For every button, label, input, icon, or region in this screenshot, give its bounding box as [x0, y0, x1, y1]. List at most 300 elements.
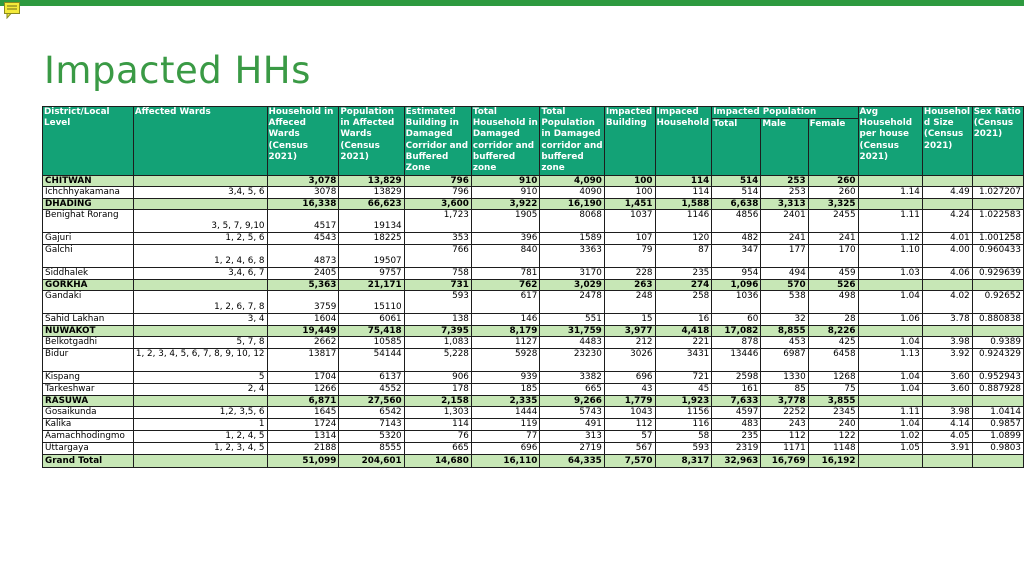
- cell-impacted-total: 6,638: [712, 199, 761, 210]
- cell-total-household: 8,179: [471, 326, 539, 337]
- cell-impacted-male: 85: [761, 384, 808, 396]
- cell-estimated-building: 731: [404, 280, 471, 291]
- cell-affected-wards: 3, 4: [133, 314, 267, 326]
- cell-impacted-female: 2455: [808, 210, 858, 233]
- local-level-row: [43, 431, 1024, 443]
- cell-impacted-household: 258: [655, 291, 712, 314]
- cell-household: 4543: [267, 233, 339, 245]
- cell-avg-household: [858, 396, 922, 407]
- cell-affected-wards: [133, 280, 267, 291]
- cell-avg-household: [858, 280, 922, 291]
- cell-total-household: 146: [471, 314, 539, 326]
- cell-impacted-female: 75: [808, 384, 858, 396]
- cell-estimated-building: 76: [404, 431, 471, 443]
- cell-impacted-household: 58: [655, 431, 712, 443]
- cell-affected-wards: 3,4, 6, 7: [133, 268, 267, 280]
- cell-estimated-building: 766: [404, 245, 471, 268]
- cell-estimated-building: 5,228: [404, 349, 471, 372]
- cell-impacted-building: 43: [604, 384, 655, 396]
- cell-estimated-building: 593: [404, 291, 471, 314]
- cell-sex-ratio: [972, 199, 1023, 210]
- cell-affected-wards: 2, 4: [133, 384, 267, 396]
- cell-affected-wards: 1, 2, 3, 4, 5, 6, 7, 8, 9, 10, 12: [133, 349, 267, 372]
- cell-impacted-household: 221: [655, 337, 712, 349]
- cell-total-population: 5743: [540, 407, 604, 419]
- cell-affected-wards: [133, 455, 267, 468]
- cell-impacted-male: 2252: [761, 407, 808, 419]
- district-row: [43, 280, 1024, 291]
- cell-household-size: [922, 326, 972, 337]
- cell-impacted-household: 45: [655, 384, 712, 396]
- cell-impacted-total: 32,963: [712, 455, 761, 468]
- cell-impacted-female: 498: [808, 291, 858, 314]
- header-sex-ratio: Sex Ratio (Census 2021): [972, 107, 1023, 176]
- header-female: Female: [808, 119, 858, 176]
- cell-impacted-household: 3431: [655, 349, 712, 372]
- cell-sex-ratio: 1.027207: [972, 187, 1023, 199]
- cell-sex-ratio: [972, 176, 1023, 187]
- cell-household: 3759: [267, 291, 339, 314]
- cell-affected-wards: [133, 176, 267, 187]
- cell-sex-ratio: [972, 396, 1023, 407]
- table-body: [43, 176, 1024, 468]
- header-total-household-corridor: Total Household in Damaged corridor and buffered zone: [471, 107, 539, 176]
- cell-impacted-male: 177: [761, 245, 808, 268]
- cell-household-size: [922, 176, 972, 187]
- cell-total-population: 64,335: [540, 455, 604, 468]
- cell-household: 1604: [267, 314, 339, 326]
- cell-avg-household: 1.14: [858, 187, 922, 199]
- cell-estimated-building: 353: [404, 233, 471, 245]
- cell-impacted-household: 16: [655, 314, 712, 326]
- cell-population: 66,623: [339, 199, 404, 210]
- header-household-size: Househol d Size (Census 2021): [922, 107, 972, 176]
- header-affected-wards: Affected Wards: [133, 107, 267, 176]
- cell-affected-wards: [133, 396, 267, 407]
- cell-affected-wards: 1, 2, 5, 6: [133, 233, 267, 245]
- cell-affected-wards: [133, 326, 267, 337]
- cell-estimated-building: 7,395: [404, 326, 471, 337]
- cell-impacted-female: 3,325: [808, 199, 858, 210]
- cell-name: CHITWAN: [43, 176, 134, 187]
- cell-affected-wards: 5: [133, 372, 267, 384]
- cell-household: 16,338: [267, 199, 339, 210]
- cell-total-population: 2478: [540, 291, 604, 314]
- cell-sex-ratio: 1.001258: [972, 233, 1023, 245]
- cell-affected-wards: 3,4, 5, 6: [133, 187, 267, 199]
- cell-impacted-male: 32: [761, 314, 808, 326]
- cell-household-size: 4.01: [922, 233, 972, 245]
- header-estimated-building: Estimated Building in Damaged Corridor and Buffered Zone: [404, 107, 471, 176]
- cell-population: 6061: [339, 314, 404, 326]
- cell-household: 3,078: [267, 176, 339, 187]
- header-impacted-population: Impacted Population: [712, 107, 858, 119]
- cell-sex-ratio: 0.887928: [972, 384, 1023, 396]
- cell-total-household: 5928: [471, 349, 539, 372]
- cell-sex-ratio: 0.924329: [972, 349, 1023, 372]
- cell-household: 3078: [267, 187, 339, 199]
- cell-total-population: 1589: [540, 233, 604, 245]
- cell-total-population: 4483: [540, 337, 604, 349]
- cell-estimated-building: 1,083: [404, 337, 471, 349]
- cell-household-size: [922, 199, 972, 210]
- comment-note-icon[interactable]: [4, 2, 20, 19]
- cell-population: 19507: [339, 245, 404, 268]
- cell-population: 6137: [339, 372, 404, 384]
- cell-impacted-male: 3,778: [761, 396, 808, 407]
- cell-avg-household: 1.04: [858, 337, 922, 349]
- cell-affected-wards: 5, 7, 8: [133, 337, 267, 349]
- cell-household: 4873: [267, 245, 339, 268]
- cell-total-population: 313: [540, 431, 604, 443]
- cell-affected-wards: 1,2, 3,5, 6: [133, 407, 267, 419]
- cell-sex-ratio: 0.880838: [972, 314, 1023, 326]
- cell-household-size: 3.91: [922, 443, 972, 455]
- local-level-row: [43, 210, 1024, 233]
- cell-estimated-building: 796: [404, 176, 471, 187]
- cell-impacted-total: 235: [712, 431, 761, 443]
- cell-estimated-building: 2,158: [404, 396, 471, 407]
- cell-total-population: 491: [540, 419, 604, 431]
- local-level-row: [43, 384, 1024, 396]
- cell-impacted-household: 593: [655, 443, 712, 455]
- cell-total-population: 31,759: [540, 326, 604, 337]
- cell-population: 4552: [339, 384, 404, 396]
- local-level-row: [43, 187, 1024, 199]
- cell-impacted-total: 878: [712, 337, 761, 349]
- cell-name: RASUWA: [43, 396, 134, 407]
- cell-avg-household: [858, 176, 922, 187]
- cell-household: 5,363: [267, 280, 339, 291]
- cell-impacted-male: 2401: [761, 210, 808, 233]
- cell-estimated-building: 178: [404, 384, 471, 396]
- cell-name: Kispang: [43, 372, 134, 384]
- cell-total-population: 4,090: [540, 176, 604, 187]
- cell-population: 54144: [339, 349, 404, 372]
- cell-total-household: 3,922: [471, 199, 539, 210]
- cell-avg-household: 1.11: [858, 210, 922, 233]
- cell-impacted-building: 3,977: [604, 326, 655, 337]
- cell-impacted-female: 260: [808, 187, 858, 199]
- cell-total-household: 762: [471, 280, 539, 291]
- cell-affected-wards: 3, 5, 7, 9,10: [133, 210, 267, 233]
- cell-impacted-female: 16,192: [808, 455, 858, 468]
- cell-population: 8555: [339, 443, 404, 455]
- cell-estimated-building: 3,600: [404, 199, 471, 210]
- cell-estimated-building: 758: [404, 268, 471, 280]
- cell-impacted-household: 274: [655, 280, 712, 291]
- cell-impacted-male: 243: [761, 419, 808, 431]
- cell-impacted-total: 954: [712, 268, 761, 280]
- cell-avg-household: 1.04: [858, 372, 922, 384]
- cell-household-size: 3.60: [922, 384, 972, 396]
- cell-avg-household: 1.10: [858, 245, 922, 268]
- cell-impacted-male: 3,313: [761, 199, 808, 210]
- cell-name: Aamachhodingmo: [43, 431, 134, 443]
- cell-avg-household: 1.04: [858, 419, 922, 431]
- cell-impacted-building: 3026: [604, 349, 655, 372]
- cell-sex-ratio: 1.0899: [972, 431, 1023, 443]
- cell-impacted-building: 567: [604, 443, 655, 455]
- cell-impacted-female: 8,226: [808, 326, 858, 337]
- cell-avg-household: 1.03: [858, 268, 922, 280]
- local-level-row: [43, 337, 1024, 349]
- cell-household: 2405: [267, 268, 339, 280]
- cell-impacted-female: 6458: [808, 349, 858, 372]
- cell-estimated-building: 796: [404, 187, 471, 199]
- cell-total-household: 2,335: [471, 396, 539, 407]
- cell-avg-household: 1.11: [858, 407, 922, 419]
- cell-impacted-female: 241: [808, 233, 858, 245]
- cell-impacted-female: 122: [808, 431, 858, 443]
- cell-impacted-building: 248: [604, 291, 655, 314]
- cell-avg-household: 1.06: [858, 314, 922, 326]
- cell-impacted-household: 1,588: [655, 199, 712, 210]
- cell-sex-ratio: 0.9803: [972, 443, 1023, 455]
- cell-household-size: 3.78: [922, 314, 972, 326]
- cell-name: NUWAKOT: [43, 326, 134, 337]
- cell-impacted-building: 696: [604, 372, 655, 384]
- cell-name: Gandaki: [43, 291, 134, 314]
- local-level-row: [43, 233, 1024, 245]
- cell-impacted-household: 120: [655, 233, 712, 245]
- cell-household: 51,099: [267, 455, 339, 468]
- cell-impacted-building: 263: [604, 280, 655, 291]
- cell-impacted-male: 253: [761, 176, 808, 187]
- header-district: District/Local Level: [43, 107, 134, 176]
- cell-population: 13829: [339, 187, 404, 199]
- cell-impacted-total: 347: [712, 245, 761, 268]
- cell-impacted-female: 425: [808, 337, 858, 349]
- cell-sex-ratio: 0.92652: [972, 291, 1023, 314]
- cell-name: Sahid Lakhan: [43, 314, 134, 326]
- cell-impacted-total: 1,096: [712, 280, 761, 291]
- cell-affected-wards: 1, 2, 6, 7, 8: [133, 291, 267, 314]
- cell-total-household: 16,110: [471, 455, 539, 468]
- cell-household: 13817: [267, 349, 339, 372]
- cell-impacted-household: 1,923: [655, 396, 712, 407]
- district-row: [43, 176, 1024, 187]
- cell-impacted-building: 79: [604, 245, 655, 268]
- cell-name: Gosaikunda: [43, 407, 134, 419]
- cell-population: 21,171: [339, 280, 404, 291]
- district-row: [43, 396, 1024, 407]
- cell-household-size: 4.49: [922, 187, 972, 199]
- cell-household-size: 3.92: [922, 349, 972, 372]
- local-level-row: [43, 314, 1024, 326]
- slide-title: Impacted HHs: [44, 49, 311, 92]
- cell-population: 10585: [339, 337, 404, 349]
- cell-total-household: 840: [471, 245, 539, 268]
- cell-impacted-female: 2345: [808, 407, 858, 419]
- cell-name: Kalika: [43, 419, 134, 431]
- cell-sex-ratio: 0.9389: [972, 337, 1023, 349]
- cell-estimated-building: 665: [404, 443, 471, 455]
- cell-population: 6542: [339, 407, 404, 419]
- cell-avg-household: [858, 199, 922, 210]
- cell-name: GORKHA: [43, 280, 134, 291]
- cell-impacted-household: 1146: [655, 210, 712, 233]
- cell-avg-household: 1.04: [858, 291, 922, 314]
- cell-impacted-male: 241: [761, 233, 808, 245]
- header-male: Male: [761, 119, 808, 176]
- cell-population: 7143: [339, 419, 404, 431]
- cell-household-size: 4.06: [922, 268, 972, 280]
- cell-household: 6,871: [267, 396, 339, 407]
- grand-total-row: [43, 455, 1024, 468]
- cell-sex-ratio: [972, 326, 1023, 337]
- cell-name: Uttargaya: [43, 443, 134, 455]
- cell-impacted-household: 4,418: [655, 326, 712, 337]
- cell-estimated-building: 14,680: [404, 455, 471, 468]
- cell-total-population: 9,266: [540, 396, 604, 407]
- cell-population: 9757: [339, 268, 404, 280]
- cell-impacted-total: 7,633: [712, 396, 761, 407]
- cell-total-household: 1444: [471, 407, 539, 419]
- cell-population: 15110: [339, 291, 404, 314]
- cell-impacted-household: 87: [655, 245, 712, 268]
- cell-total-household: 617: [471, 291, 539, 314]
- local-level-row: [43, 443, 1024, 455]
- cell-avg-household: [858, 326, 922, 337]
- cell-name: Grand Total: [43, 455, 134, 468]
- district-row: [43, 199, 1024, 210]
- cell-household-size: 4.02: [922, 291, 972, 314]
- cell-impacted-total: 4597: [712, 407, 761, 419]
- local-level-row: [43, 291, 1024, 314]
- cell-impacted-female: 1268: [808, 372, 858, 384]
- cell-household: 2188: [267, 443, 339, 455]
- cell-name: Tarkeshwar: [43, 384, 134, 396]
- cell-impacted-male: 8,855: [761, 326, 808, 337]
- cell-impacted-building: 1,451: [604, 199, 655, 210]
- cell-name: Galchi: [43, 245, 134, 268]
- cell-household: 1645: [267, 407, 339, 419]
- cell-name: Siddhalek: [43, 268, 134, 280]
- cell-household: 1704: [267, 372, 339, 384]
- cell-affected-wards: 1, 2, 4, 5: [133, 431, 267, 443]
- cell-sex-ratio: 0.952943: [972, 372, 1023, 384]
- cell-name: Ichchhyakamana: [43, 187, 134, 199]
- cell-impacted-building: 57: [604, 431, 655, 443]
- cell-impacted-total: 2598: [712, 372, 761, 384]
- header-impacted-household: Impaced Household: [655, 107, 712, 176]
- header-total-population-corridor: Total Population in Damaged corridor and buffered zone: [540, 107, 604, 176]
- cell-household: 1314: [267, 431, 339, 443]
- cell-impacted-total: 514: [712, 187, 761, 199]
- cell-estimated-building: 138: [404, 314, 471, 326]
- cell-household: 1266: [267, 384, 339, 396]
- local-level-row: [43, 372, 1024, 384]
- cell-total-population: 3170: [540, 268, 604, 280]
- cell-total-population: 4090: [540, 187, 604, 199]
- cell-impacted-building: 1043: [604, 407, 655, 419]
- cell-impacted-total: 482: [712, 233, 761, 245]
- header-impacted-building: Impacted Building: [604, 107, 655, 176]
- cell-avg-household: 1.05: [858, 443, 922, 455]
- cell-impacted-male: 1171: [761, 443, 808, 455]
- cell-total-household: 1905: [471, 210, 539, 233]
- cell-affected-wards: 1: [133, 419, 267, 431]
- cell-total-population: 8068: [540, 210, 604, 233]
- cell-household: 2662: [267, 337, 339, 349]
- cell-estimated-building: 1,723: [404, 210, 471, 233]
- cell-impacted-female: 459: [808, 268, 858, 280]
- local-level-row: [43, 419, 1024, 431]
- cell-total-household: 781: [471, 268, 539, 280]
- cell-household: 1724: [267, 419, 339, 431]
- cell-impacted-male: 494: [761, 268, 808, 280]
- cell-impacted-male: 538: [761, 291, 808, 314]
- cell-affected-wards: 1, 2, 3, 4, 5: [133, 443, 267, 455]
- cell-estimated-building: 114: [404, 419, 471, 431]
- local-level-row: [43, 268, 1024, 280]
- cell-total-household: 910: [471, 176, 539, 187]
- cell-name: Bidur: [43, 349, 134, 372]
- cell-impacted-building: 1,779: [604, 396, 655, 407]
- impacted-households-table: [42, 106, 1024, 468]
- top-accent-bar: [0, 0, 1024, 6]
- cell-impacted-household: 8,317: [655, 455, 712, 468]
- cell-impacted-total: 161: [712, 384, 761, 396]
- cell-impacted-building: 15: [604, 314, 655, 326]
- cell-impacted-total: 514: [712, 176, 761, 187]
- cell-total-population: 3363: [540, 245, 604, 268]
- cell-total-household: 396: [471, 233, 539, 245]
- cell-total-household: 696: [471, 443, 539, 455]
- cell-population: 27,560: [339, 396, 404, 407]
- cell-impacted-female: 3,855: [808, 396, 858, 407]
- cell-name: Benighat Rorang: [43, 210, 134, 233]
- cell-impacted-building: 212: [604, 337, 655, 349]
- cell-total-population: 551: [540, 314, 604, 326]
- cell-household-size: 3.60: [922, 372, 972, 384]
- cell-sex-ratio: 0.929639: [972, 268, 1023, 280]
- cell-total-population: 3382: [540, 372, 604, 384]
- cell-name: Gajuri: [43, 233, 134, 245]
- cell-sex-ratio: [972, 455, 1023, 468]
- cell-impacted-female: 170: [808, 245, 858, 268]
- cell-estimated-building: 906: [404, 372, 471, 384]
- cell-impacted-total: 1036: [712, 291, 761, 314]
- cell-name: Belkotgadhi: [43, 337, 134, 349]
- cell-total-population: 23230: [540, 349, 604, 372]
- cell-sex-ratio: 1.022583: [972, 210, 1023, 233]
- cell-impacted-building: 228: [604, 268, 655, 280]
- cell-impacted-male: 112: [761, 431, 808, 443]
- cell-impacted-total: 17,082: [712, 326, 761, 337]
- cell-impacted-building: 100: [604, 176, 655, 187]
- cell-sex-ratio: 1.0414: [972, 407, 1023, 419]
- cell-impacted-building: 107: [604, 233, 655, 245]
- cell-total-household: 1127: [471, 337, 539, 349]
- cell-avg-household: 1.12: [858, 233, 922, 245]
- cell-household-size: [922, 280, 972, 291]
- cell-impacted-male: 16,769: [761, 455, 808, 468]
- cell-affected-wards: 1, 2, 4, 6, 8: [133, 245, 267, 268]
- local-level-row: [43, 245, 1024, 268]
- cell-impacted-total: 483: [712, 419, 761, 431]
- cell-impacted-household: 1156: [655, 407, 712, 419]
- cell-household-size: [922, 455, 972, 468]
- cell-impacted-female: 240: [808, 419, 858, 431]
- cell-household-size: [922, 396, 972, 407]
- cell-population: 5320: [339, 431, 404, 443]
- cell-household-size: 4.00: [922, 245, 972, 268]
- cell-impacted-female: 28: [808, 314, 858, 326]
- cell-impacted-male: 253: [761, 187, 808, 199]
- header-avg-household: Avg Household per house (Census 2021): [858, 107, 922, 176]
